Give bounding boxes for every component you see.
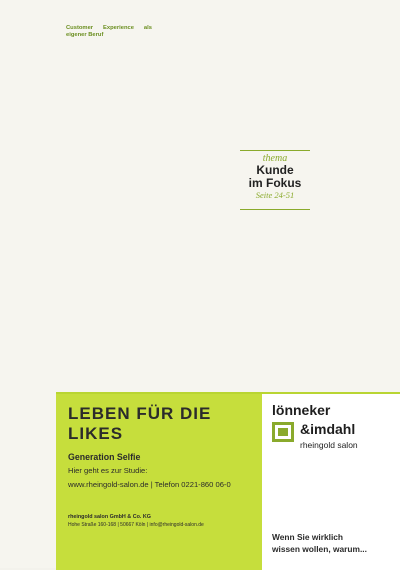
thema-title-line1: Kunde: [256, 163, 294, 177]
brand-line1: lönneker: [272, 402, 331, 418]
ad-url-line[interactable]: www.rheingold-salon.de | Telefon 0221-860 06-0: [68, 480, 231, 489]
article-subhead: Customer Experience als eigener Beruf: [66, 25, 152, 38]
ad-headline: LEBEN FÜR DIE LIKES: [68, 404, 212, 443]
article-column-1: [66, 22, 152, 40]
ad-study-line: Hier geht es zur Studie:: [68, 466, 148, 475]
ad-right-panel: [268, 394, 400, 570]
brand-line3: rheingold salon: [300, 440, 358, 450]
ad-company: rheingold salon GmbH & Co. KG: [68, 514, 151, 520]
ad-left-panel: [56, 394, 262, 570]
ad-tagline-line1: Wenn Sie wirklich: [272, 532, 344, 542]
brand-logo-icon: [272, 422, 294, 442]
thema-box: [240, 150, 310, 210]
thema-pages: Seite 24-51: [255, 190, 295, 200]
ad-tagline-line2: wissen wollen, warum...: [272, 544, 367, 554]
advertisement: [56, 392, 400, 570]
thema-tag: thema: [262, 153, 288, 164]
brand-line2: &imdahl: [300, 421, 356, 437]
ad-address: Hohe Straße 160-168 | 50667 Köln | info@rheingold-salon.de: [68, 522, 204, 528]
thema-title-line2: im Fokus: [248, 176, 302, 190]
ad-generation: Generation Selfie: [68, 452, 141, 462]
